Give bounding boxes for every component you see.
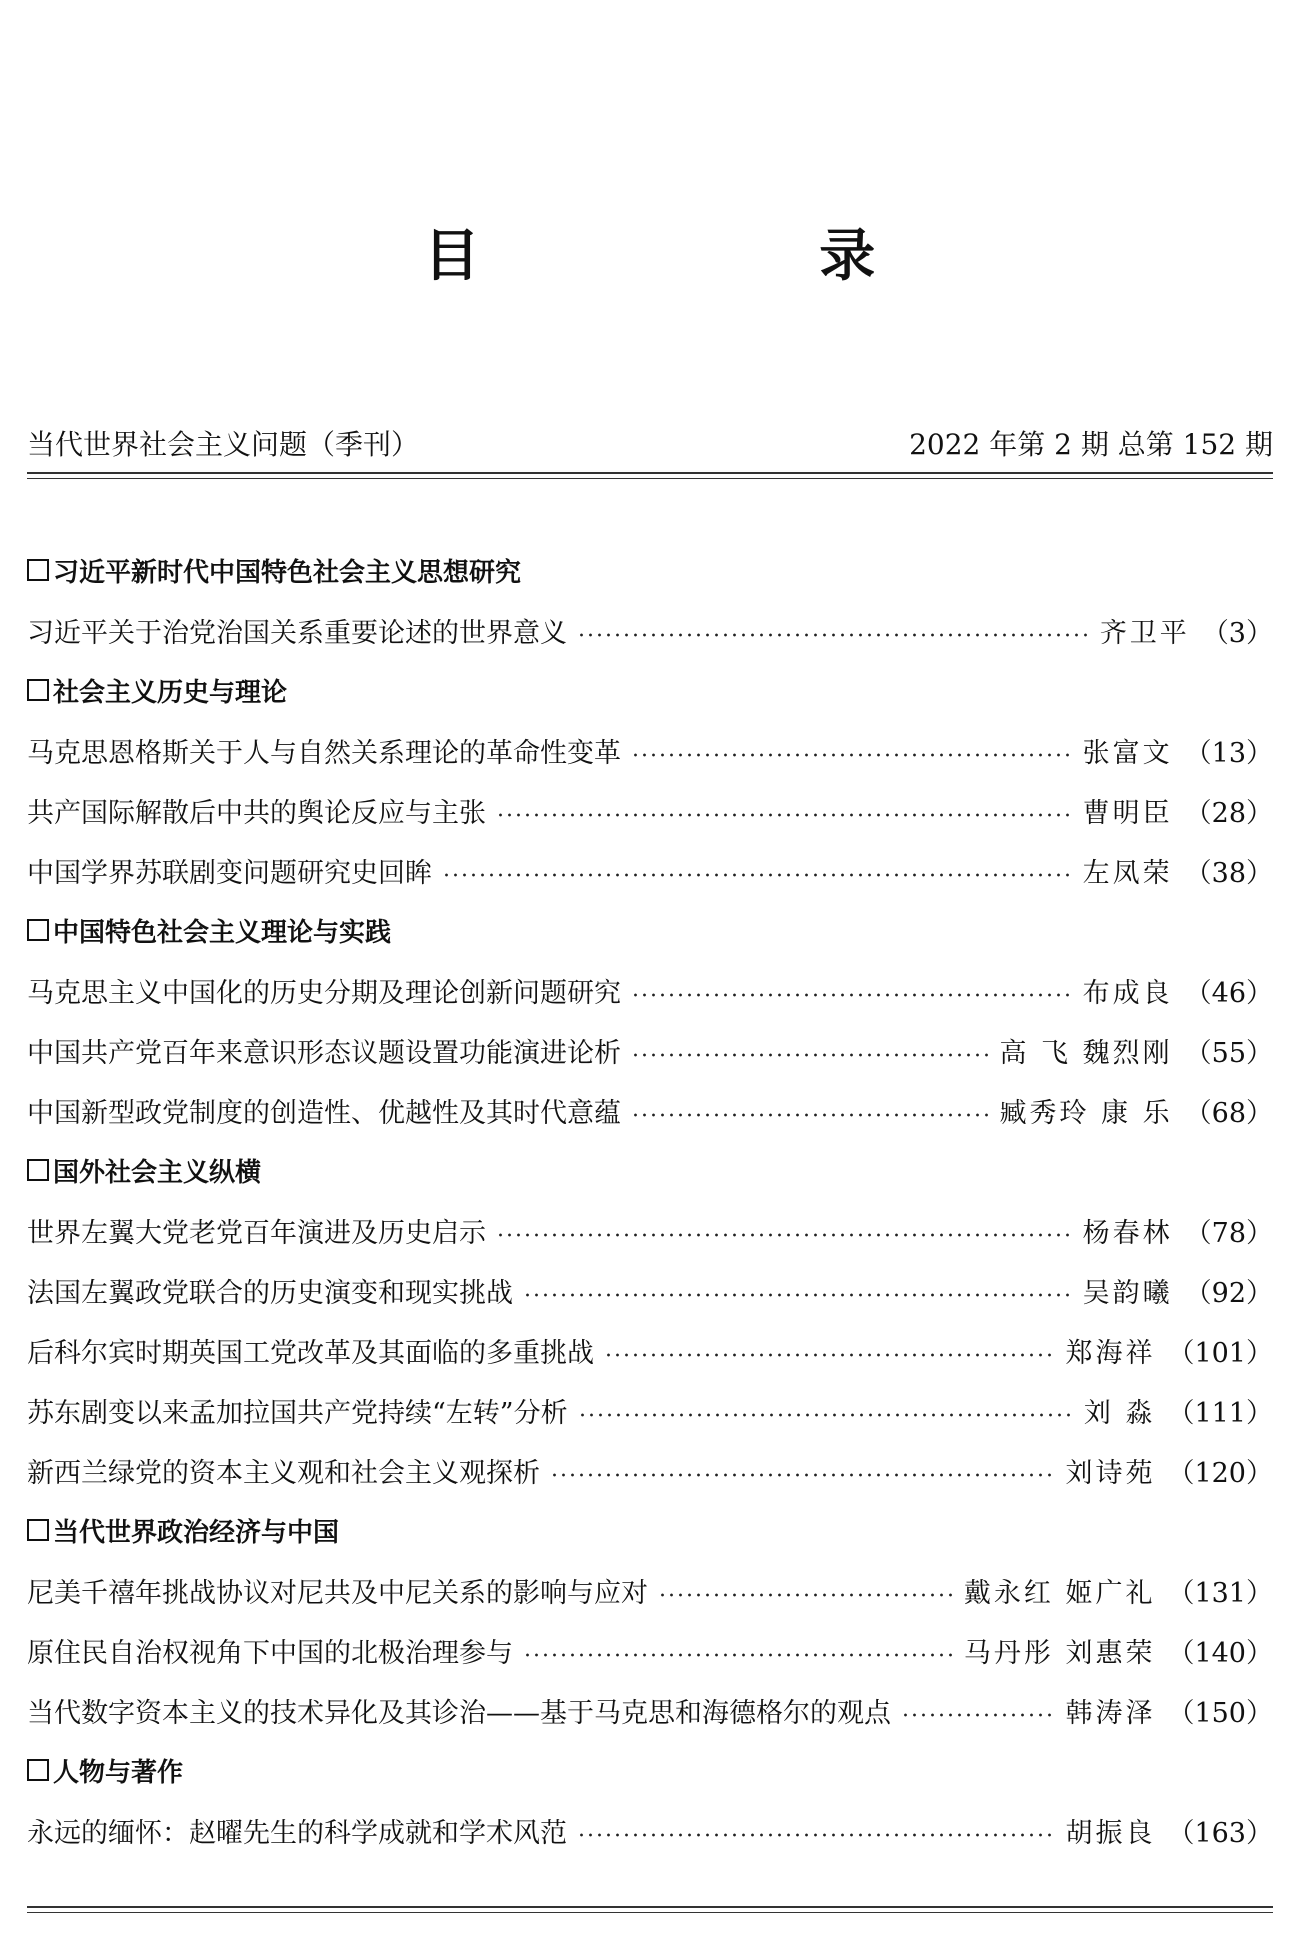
entry-title: 中国共产党百年来意识形态议题设置功能演进论析: [27, 1037, 621, 1069]
entry-title: 当代数字资本主义的技术异化及其诊治——基于马克思和海德格尔的观点: [27, 1697, 891, 1729]
dot-leader: [901, 1713, 1055, 1717]
entry-title: 原住民自治权视角下中国的北极治理参与: [27, 1637, 513, 1669]
checkbox-square-icon: [27, 679, 49, 701]
toc-entry[interactable]: [27, 1260, 1273, 1320]
entry-title: 新西兰绿党的资本主义观和社会主义观探析: [27, 1457, 540, 1489]
section-heading-label: 人物与著作: [53, 1757, 184, 1788]
entry-author: 张富文: [1082, 737, 1173, 769]
toc-entry[interactable]: [27, 840, 1273, 900]
toc-entry[interactable]: [27, 1440, 1273, 1500]
toc-entry[interactable]: [27, 600, 1273, 660]
toc-entry[interactable]: [27, 1620, 1273, 1680]
entry-author: 郑海祥: [1065, 1337, 1156, 1369]
entry-author: 曹明臣: [1082, 797, 1173, 829]
toc-entry[interactable]: [27, 1320, 1273, 1380]
entry-page: （38）: [1184, 857, 1273, 889]
section-heading: [27, 540, 1273, 600]
dot-leader: [631, 1053, 989, 1057]
checkbox-square-icon: [27, 1759, 49, 1781]
entry-author: 吴韵曦: [1082, 1277, 1173, 1309]
entry-page: （46）: [1184, 977, 1273, 1009]
entry-author: 高 飞 魏烈刚: [999, 1037, 1173, 1069]
entry-title: 中国新型政党制度的创造性、优越性及其时代意蕴: [27, 1097, 621, 1129]
dot-leader: [550, 1473, 1055, 1477]
dot-leader: [496, 813, 1073, 817]
section-heading-label: 社会主义历史与理论: [53, 677, 288, 708]
footer-rule-thick: [27, 1906, 1273, 1908]
dot-leader: [523, 1653, 954, 1657]
entry-page: （120）: [1167, 1457, 1273, 1489]
entry-page: （28）: [1184, 797, 1273, 829]
checkbox-square-icon: [27, 1159, 49, 1181]
toc-entry[interactable]: [27, 1560, 1273, 1620]
dot-leader: [631, 993, 1073, 997]
header-rule-thick: [27, 472, 1273, 474]
journal-header: [27, 418, 1273, 468]
toc-entry[interactable]: [27, 1080, 1273, 1140]
entry-title: 后科尔宾时期英国工党改革及其面临的多重挑战: [27, 1337, 594, 1369]
section-heading-label: 国外社会主义纵横: [53, 1157, 262, 1188]
section-heading: [27, 900, 1273, 960]
section-heading: [27, 1140, 1273, 1200]
dot-leader: [631, 753, 1073, 757]
section-heading-label: 习近平新时代中国特色社会主义思想研究: [53, 557, 522, 588]
page-title: 目 录: [423, 224, 1036, 289]
entry-author: 布成良: [1082, 977, 1173, 1009]
dot-leader: [577, 633, 1090, 637]
dot-leader: [523, 1293, 1073, 1297]
dot-leader: [631, 1113, 989, 1117]
entry-title: 习近平关于治党治国关系重要论述的世界意义: [27, 617, 567, 649]
table-of-contents: [27, 540, 1273, 1860]
checkbox-square-icon: [27, 919, 49, 941]
entry-title: 苏东剧变以来孟加拉国共产党持续“左转”分析: [27, 1397, 568, 1429]
dot-leader: [658, 1593, 954, 1597]
entry-title: 永远的缅怀：赵曜先生的科学成就和学术风范: [27, 1817, 567, 1849]
section-heading-label: 当代世界政治经济与中国: [53, 1517, 340, 1548]
entry-author: 韩涛泽: [1065, 1697, 1156, 1729]
entry-page: （150）: [1167, 1697, 1273, 1729]
entry-author: 刘诗苑: [1065, 1457, 1156, 1489]
entry-page: （101）: [1167, 1337, 1273, 1369]
entry-title: 共产国际解散后中共的舆论反应与主张: [27, 797, 486, 829]
toc-entry[interactable]: [27, 1020, 1273, 1080]
journal-name: 当代世界社会主义问题（季刊）: [27, 428, 420, 461]
issue-info: 2022 年第 2 期 总第 152 期: [909, 428, 1273, 461]
entry-author: 齐卫平: [1099, 617, 1190, 649]
header-rule-thin: [27, 478, 1273, 479]
entry-page: （68）: [1184, 1097, 1273, 1129]
entry-page: （140）: [1167, 1637, 1273, 1669]
entry-title: 法国左翼政党联合的历史演变和现实挑战: [27, 1277, 513, 1309]
entry-page: （92）: [1184, 1277, 1273, 1309]
toc-entry[interactable]: [27, 720, 1273, 780]
entry-page: （55）: [1184, 1037, 1273, 1069]
section-heading: [27, 1500, 1273, 1560]
entry-author: 臧秀玲 康 乐: [999, 1097, 1173, 1129]
entry-title: 马克思主义中国化的历史分期及理论创新问题研究: [27, 977, 621, 1009]
entry-page: （13）: [1184, 737, 1273, 769]
entry-title: 中国学界苏联剧变问题研究史回眸: [27, 857, 432, 889]
dot-leader: [496, 1233, 1073, 1237]
toc-entry[interactable]: [27, 780, 1273, 840]
entry-author: 刘 淼: [1083, 1397, 1156, 1429]
entry-author: 胡振良: [1065, 1817, 1156, 1849]
toc-entry[interactable]: [27, 1200, 1273, 1260]
entry-page: （78）: [1184, 1217, 1273, 1249]
footer-rule-thin: [27, 1912, 1273, 1913]
entry-page: （3）: [1201, 617, 1273, 649]
entry-page: （111）: [1167, 1397, 1273, 1429]
checkbox-square-icon: [27, 559, 49, 581]
entry-title: 尼美千禧年挑战协议对尼共及中尼关系的影响与应对: [27, 1577, 648, 1609]
toc-entry[interactable]: [27, 1680, 1273, 1740]
checkbox-square-icon: [27, 1519, 49, 1541]
entry-title: 世界左翼大党老党百年演进及历史启示: [27, 1217, 486, 1249]
entry-page: （131）: [1167, 1577, 1273, 1609]
toc-entry[interactable]: [27, 1800, 1273, 1860]
entry-author: 戴永红 姬广礼: [963, 1577, 1156, 1609]
entry-author: 杨春林: [1082, 1217, 1173, 1249]
dot-leader: [577, 1833, 1055, 1837]
entry-author: 马丹彤 刘惠荣: [963, 1637, 1156, 1669]
toc-entry[interactable]: [27, 1380, 1273, 1440]
dot-leader: [604, 1353, 1055, 1357]
section-heading: [27, 1740, 1273, 1800]
toc-entry[interactable]: [27, 960, 1273, 1020]
section-heading: [27, 660, 1273, 720]
dot-leader: [442, 873, 1073, 877]
dot-leader: [578, 1413, 1074, 1417]
entry-author: 左凤荣: [1082, 857, 1173, 889]
entry-title: 马克思恩格斯关于人与自然关系理论的革命性变革: [27, 737, 621, 769]
entry-page: （163）: [1167, 1817, 1273, 1849]
section-heading-label: 中国特色社会主义理论与实践: [53, 917, 392, 948]
